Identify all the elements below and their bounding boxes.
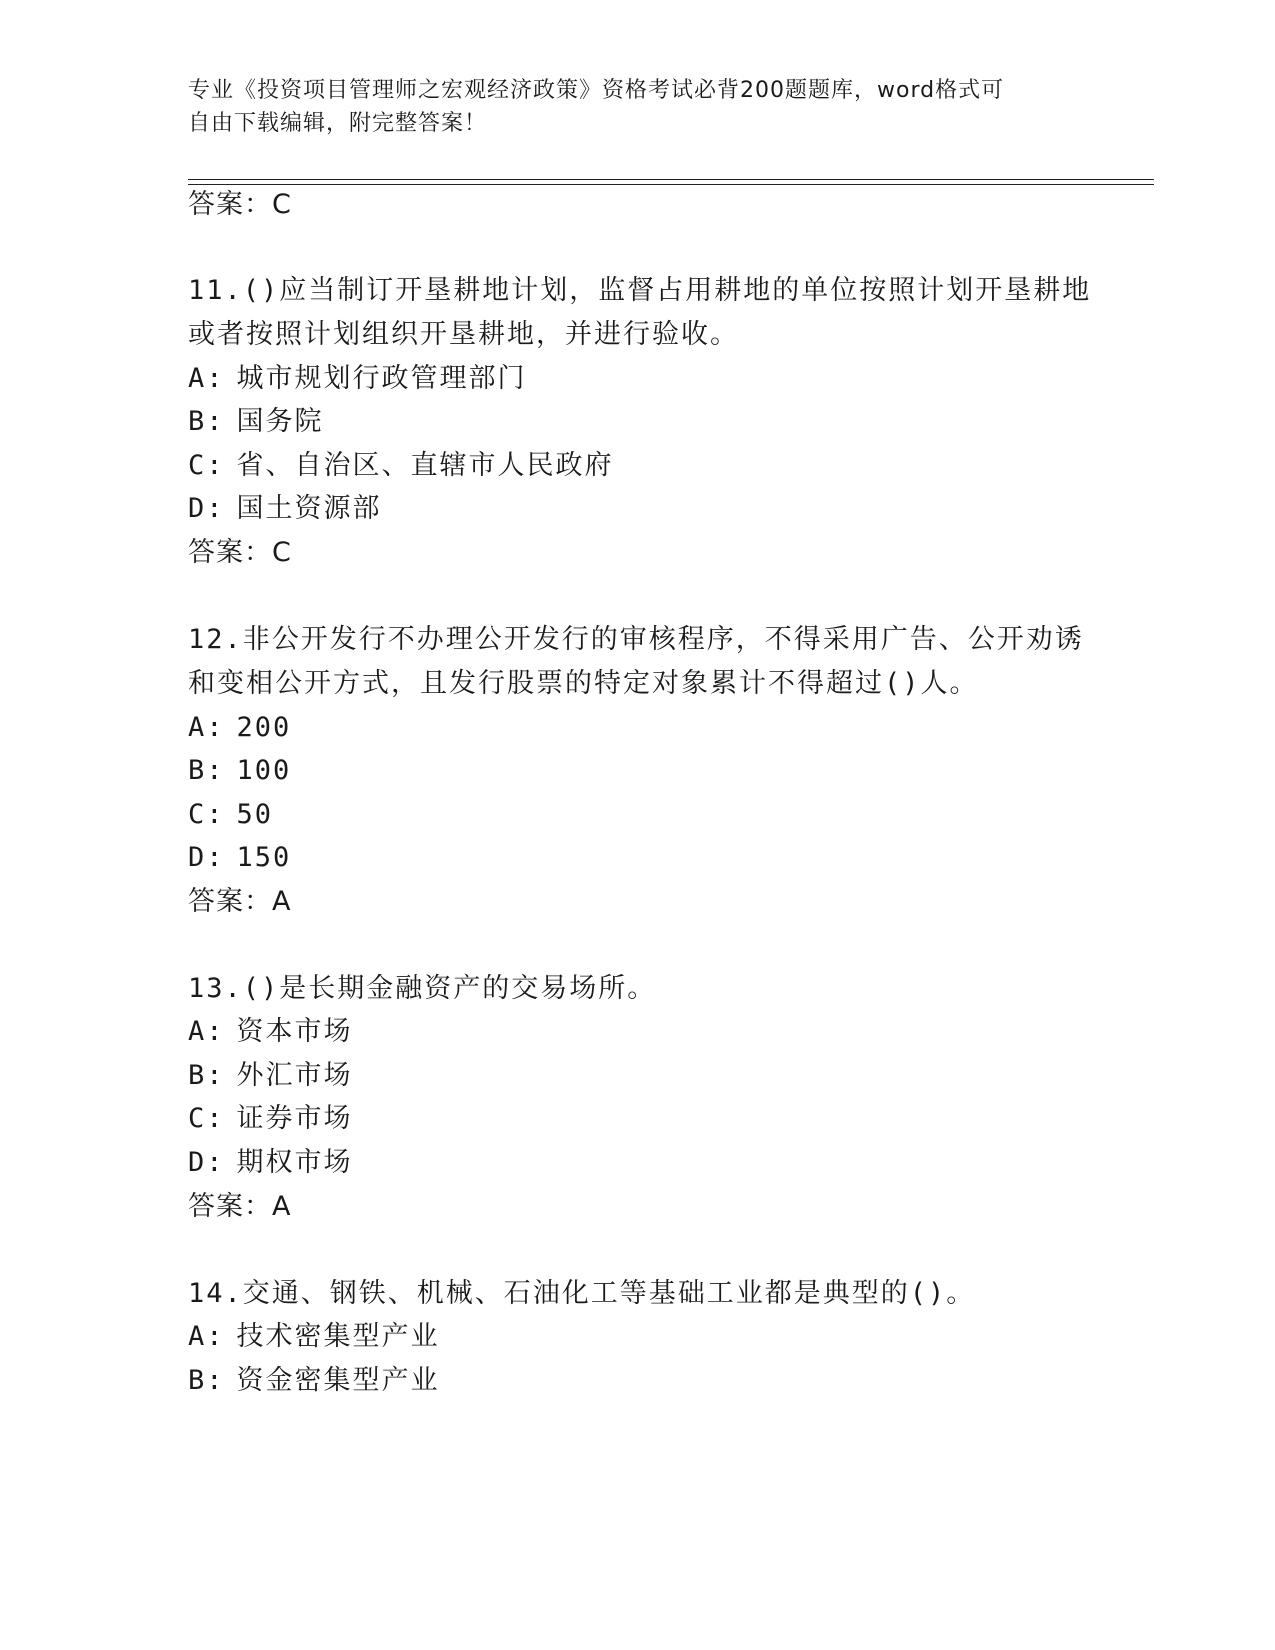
- question-11-option-c: [188, 449, 614, 483]
- question-14-option-b: [188, 1364, 440, 1398]
- question-13-option-d: [188, 1146, 353, 1180]
- question-12-answer: 答案：A: [188, 886, 292, 917]
- option-text: 200: [236, 712, 292, 743]
- question-11-stem-line-1: 11.()应当制订开垦耕地计划，监督占用耕地的单位按照计划开垦耕地: [188, 275, 1092, 306]
- header-line-1: 专业《投资项目管理师之宏观经济政策》资格考试必背200题题库，word格式可: [188, 78, 1005, 103]
- option-label: B:: [188, 1060, 225, 1091]
- option-label: A:: [188, 1321, 225, 1352]
- document-header: [188, 74, 1068, 140]
- question-11-stem-line-2: 或者按照计划组织开垦耕地，并进行验收。: [188, 319, 739, 350]
- option-label: B:: [188, 755, 225, 786]
- header-line-2: 自由下载编辑，附完整答案！: [188, 111, 488, 136]
- header-divider-top: [188, 179, 1154, 180]
- option-text: 城市规划行政管理部门: [236, 363, 527, 394]
- question-14-option-a: [188, 1320, 440, 1354]
- header-divider-bottom: [188, 184, 1154, 185]
- option-text: 证券市场: [236, 1103, 353, 1134]
- option-text: 期权市场: [236, 1147, 353, 1178]
- question-12-option-d: [188, 841, 291, 875]
- option-label: D:: [188, 842, 225, 873]
- question-13-option-b: [188, 1059, 353, 1093]
- question-11-answer: 答案：C: [188, 537, 292, 568]
- option-label: B:: [188, 406, 225, 437]
- question-13-option-c: [188, 1102, 353, 1136]
- option-label: D:: [188, 1147, 225, 1178]
- option-text: 150: [236, 842, 292, 873]
- previous-answer: 答案：C: [188, 189, 292, 220]
- option-text: 100: [236, 755, 292, 786]
- option-text: 资金密集型产业: [236, 1365, 440, 1396]
- option-label: B:: [188, 1365, 225, 1396]
- option-label: C:: [188, 450, 225, 481]
- question-12-stem-line-2: 和变相公开方式，且发行股票的特定对象累计不得超过()人。: [188, 668, 979, 699]
- question-12-option-c: [188, 798, 273, 832]
- option-text: 省、自治区、直辖市人民政府: [236, 450, 614, 481]
- question-11-option-d: [188, 492, 382, 526]
- option-text: 国土资源部: [236, 493, 382, 524]
- question-11-option-a: [188, 362, 527, 396]
- option-text: 资本市场: [236, 1016, 353, 1047]
- option-label: C:: [188, 1103, 225, 1134]
- question-13-stem-line-1: 13.()是长期金融资产的交易场所。: [188, 973, 657, 1004]
- option-label: C:: [188, 799, 225, 830]
- question-14-stem-line-1: 14.交通、钢铁、机械、石油化工等基础工业都是典型的()。: [188, 1278, 976, 1309]
- option-label: A:: [188, 363, 225, 394]
- question-12-option-b: [188, 754, 291, 788]
- option-text: 外汇市场: [236, 1060, 353, 1091]
- option-text: 50: [236, 799, 274, 830]
- option-text: 技术密集型产业: [236, 1321, 440, 1352]
- option-label: A:: [188, 1016, 225, 1047]
- question-12-option-a: [188, 711, 291, 745]
- option-label: A:: [188, 712, 225, 743]
- question-13-answer: 答案：A: [188, 1191, 292, 1222]
- option-label: D:: [188, 493, 225, 524]
- question-11-option-b: [188, 405, 324, 439]
- option-text: 国务院: [236, 406, 324, 437]
- question-13-option-a: [188, 1015, 353, 1049]
- question-12-stem-line-1: 12.非公开发行不办理公开发行的审核程序，不得采用广告、公开劝诱: [188, 624, 1084, 655]
